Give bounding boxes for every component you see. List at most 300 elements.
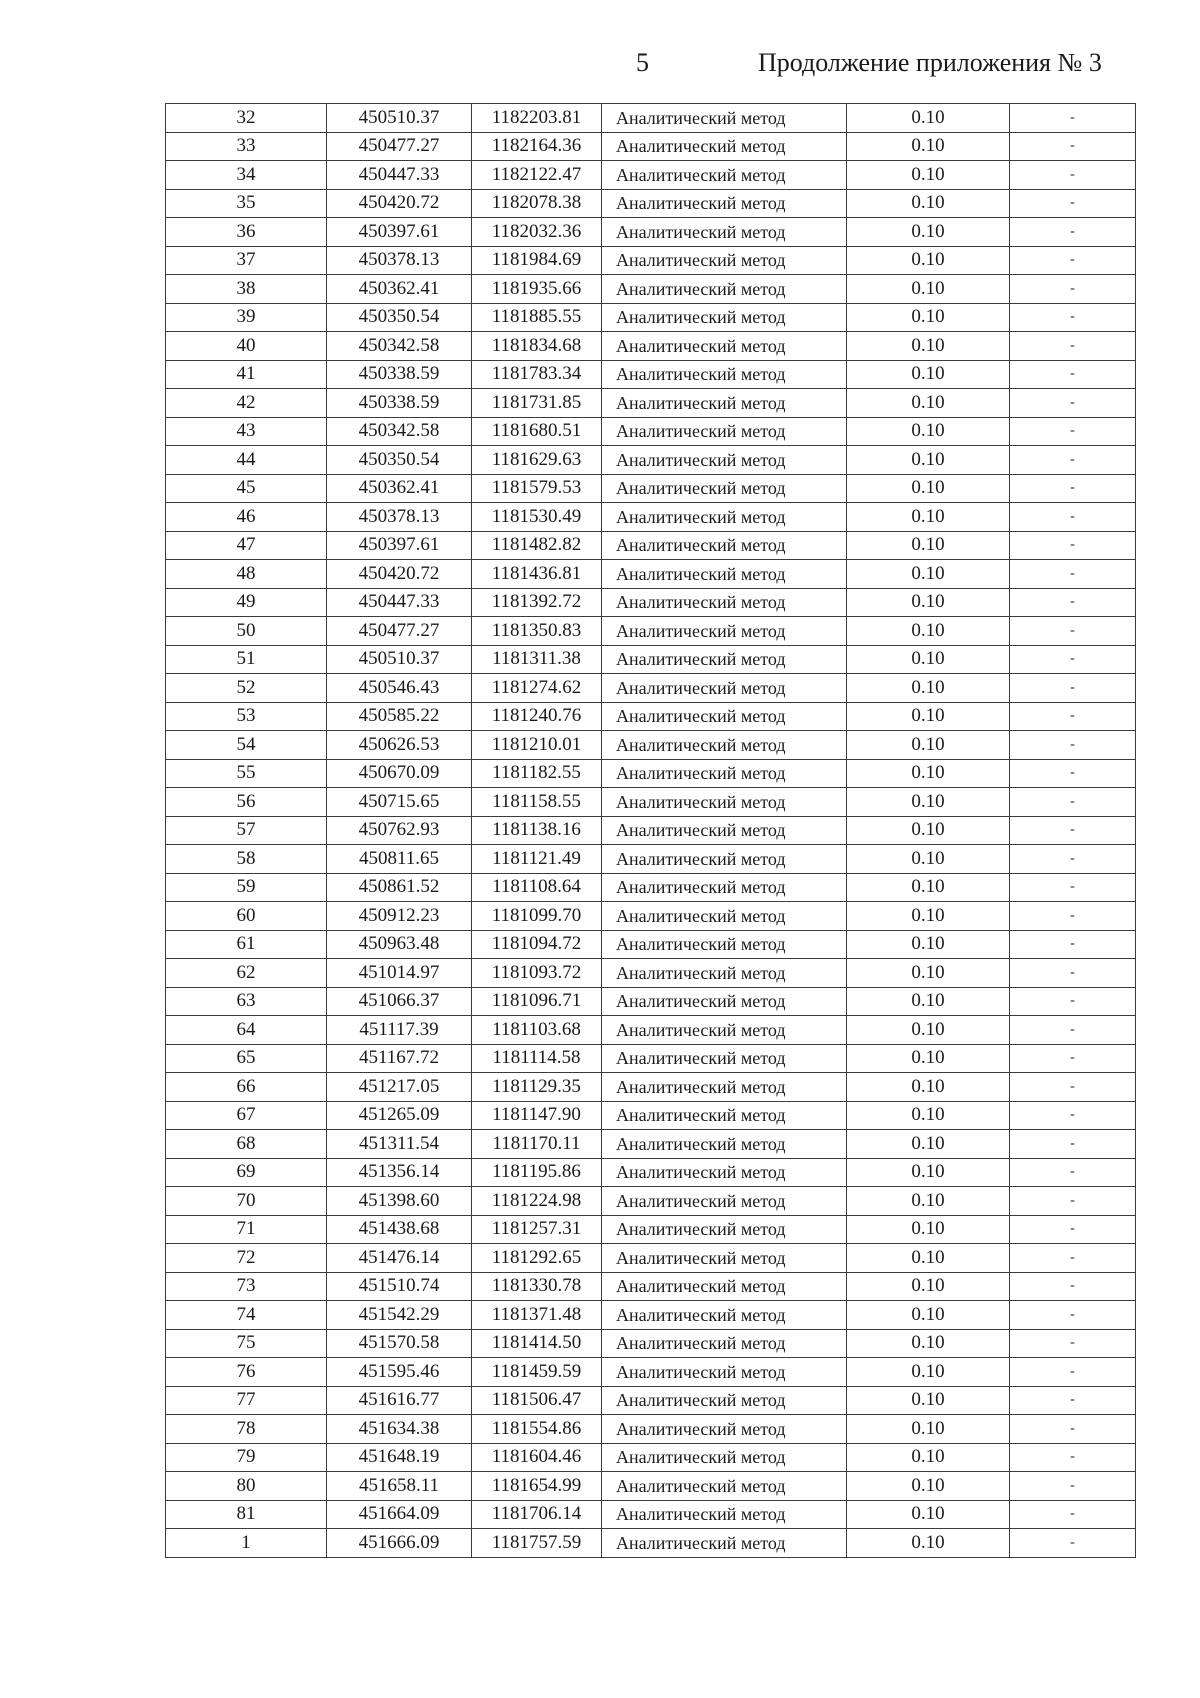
method-cell: Аналитический метод [602,930,847,959]
x-coordinate-cell: 451398.60 [327,1187,472,1216]
method-cell: Аналитический метод [602,389,847,418]
point-number-cell: 55 [166,759,327,788]
method-cell: Аналитический метод [602,503,847,532]
y-coordinate-cell: 1181182.55 [472,759,602,788]
table-row [166,1301,1136,1330]
x-coordinate-cell: 451438.68 [327,1215,472,1244]
x-coordinate-cell: 451066.37 [327,987,472,1016]
point-number-cell: 60 [166,902,327,931]
point-number-cell: 77 [166,1386,327,1415]
x-coordinate-cell: 450762.93 [327,816,472,845]
method-cell: Аналитический метод [602,1016,847,1045]
table-row [166,474,1136,503]
table-row [166,617,1136,646]
note-cell: - [1010,1187,1136,1216]
point-number-cell: 63 [166,987,327,1016]
accuracy-cell: 0.10 [847,560,1010,589]
point-number-cell: 34 [166,161,327,190]
x-coordinate-cell: 450338.59 [327,389,472,418]
y-coordinate-cell: 1181138.16 [472,816,602,845]
x-coordinate-cell: 450362.41 [327,275,472,304]
method-cell: Аналитический метод [602,1187,847,1216]
accuracy-cell: 0.10 [847,845,1010,874]
point-number-cell: 1 [166,1529,327,1558]
y-coordinate-cell: 1181834.68 [472,332,602,361]
method-cell: Аналитический метод [602,474,847,503]
x-coordinate-cell: 450546.43 [327,674,472,703]
method-cell: Аналитический метод [602,873,847,902]
table-row [166,987,1136,1016]
table-row [166,1358,1136,1387]
accuracy-cell: 0.10 [847,816,1010,845]
accuracy-cell: 0.10 [847,1329,1010,1358]
table-row [166,189,1136,218]
y-coordinate-cell: 1181292.65 [472,1244,602,1273]
method-cell: Аналитический метод [602,959,847,988]
accuracy-cell: 0.10 [847,1386,1010,1415]
accuracy-cell: 0.10 [847,1529,1010,1558]
note-cell: - [1010,1329,1136,1358]
table-row [166,104,1136,133]
point-number-cell: 80 [166,1472,327,1501]
note-cell: - [1010,303,1136,332]
note-cell: - [1010,645,1136,674]
y-coordinate-cell: 1181371.48 [472,1301,602,1330]
y-coordinate-cell: 1181350.83 [472,617,602,646]
y-coordinate-cell: 1181935.66 [472,275,602,304]
method-cell: Аналитический метод [602,1529,847,1558]
x-coordinate-cell: 451664.09 [327,1500,472,1529]
y-coordinate-cell: 1181654.99 [472,1472,602,1501]
x-coordinate-cell: 451595.46 [327,1358,472,1387]
method-cell: Аналитический метод [602,560,847,589]
x-coordinate-cell: 450963.48 [327,930,472,959]
note-cell: - [1010,1272,1136,1301]
accuracy-cell: 0.10 [847,759,1010,788]
x-coordinate-cell: 450420.72 [327,560,472,589]
y-coordinate-cell: 1181579.53 [472,474,602,503]
x-coordinate-cell: 450912.23 [327,902,472,931]
point-number-cell: 56 [166,788,327,817]
page-caption: Продолжение приложения № 3 [758,48,1102,77]
accuracy-cell: 0.10 [847,132,1010,161]
y-coordinate-cell: 1181530.49 [472,503,602,532]
method-cell: Аналитический метод [602,132,847,161]
x-coordinate-cell: 451476.14 [327,1244,472,1273]
point-number-cell: 73 [166,1272,327,1301]
note-cell: - [1010,360,1136,389]
x-coordinate-cell: 450397.61 [327,218,472,247]
accuracy-cell: 0.10 [847,1101,1010,1130]
x-coordinate-cell: 451265.09 [327,1101,472,1130]
note-cell: - [1010,617,1136,646]
accuracy-cell: 0.10 [847,474,1010,503]
x-coordinate-cell: 450362.41 [327,474,472,503]
y-coordinate-cell: 1181158.55 [472,788,602,817]
method-cell: Аналитический метод [602,1272,847,1301]
table-row [166,218,1136,247]
point-number-cell: 32 [166,104,327,133]
table-row [166,246,1136,275]
method-cell: Аналитический метод [602,645,847,674]
table-row [166,1529,1136,1558]
y-coordinate-cell: 1181093.72 [472,959,602,988]
point-number-cell: 53 [166,702,327,731]
y-coordinate-cell: 1181121.49 [472,845,602,874]
point-number-cell: 42 [166,389,327,418]
method-cell: Аналитический метод [602,674,847,703]
method-cell: Аналитический метод [602,104,847,133]
point-number-cell: 48 [166,560,327,589]
table-row [166,645,1136,674]
x-coordinate-cell: 451542.29 [327,1301,472,1330]
y-coordinate-cell: 1181885.55 [472,303,602,332]
method-cell: Аналитический метод [602,1244,847,1273]
y-coordinate-cell: 1181706.14 [472,1500,602,1529]
y-coordinate-cell: 1181129.35 [472,1073,602,1102]
table-row [166,1244,1136,1273]
point-number-cell: 38 [166,275,327,304]
y-coordinate-cell: 1181783.34 [472,360,602,389]
x-coordinate-cell: 450342.58 [327,417,472,446]
point-number-cell: 40 [166,332,327,361]
note-cell: - [1010,104,1136,133]
point-number-cell: 52 [166,674,327,703]
method-cell: Аналитический метод [602,303,847,332]
table-row [166,902,1136,931]
accuracy-cell: 0.10 [847,189,1010,218]
point-number-cell: 68 [166,1130,327,1159]
accuracy-cell: 0.10 [847,1443,1010,1472]
note-cell: - [1010,1130,1136,1159]
accuracy-cell: 0.10 [847,1272,1010,1301]
table-row [166,788,1136,817]
note-cell: - [1010,275,1136,304]
method-cell: Аналитический метод [602,702,847,731]
point-number-cell: 49 [166,588,327,617]
x-coordinate-cell: 450378.13 [327,503,472,532]
point-number-cell: 33 [166,132,327,161]
accuracy-cell: 0.10 [847,104,1010,133]
method-cell: Аналитический метод [602,731,847,760]
table-row [166,1500,1136,1529]
x-coordinate-cell: 451117.39 [327,1016,472,1045]
method-cell: Аналитический метод [602,1500,847,1529]
y-coordinate-cell: 1181392.72 [472,588,602,617]
y-coordinate-cell: 1181103.68 [472,1016,602,1045]
table-row [166,1215,1136,1244]
method-cell: Аналитический метод [602,360,847,389]
table-row [166,930,1136,959]
x-coordinate-cell: 450397.61 [327,531,472,560]
accuracy-cell: 0.10 [847,617,1010,646]
note-cell: - [1010,1529,1136,1558]
x-coordinate-cell: 451510.74 [327,1272,472,1301]
point-number-cell: 45 [166,474,327,503]
note-cell: - [1010,1016,1136,1045]
accuracy-cell: 0.10 [847,1187,1010,1216]
y-coordinate-cell: 1181170.11 [472,1130,602,1159]
note-cell: - [1010,218,1136,247]
y-coordinate-cell: 1181240.76 [472,702,602,731]
method-cell: Аналитический метод [602,417,847,446]
y-coordinate-cell: 1182032.36 [472,218,602,247]
accuracy-cell: 0.10 [847,1358,1010,1387]
y-coordinate-cell: 1181680.51 [472,417,602,446]
note-cell: - [1010,902,1136,931]
y-coordinate-cell: 1181257.31 [472,1215,602,1244]
table-row [166,332,1136,361]
y-coordinate-cell: 1181731.85 [472,389,602,418]
method-cell: Аналитический метод [602,1158,847,1187]
point-number-cell: 61 [166,930,327,959]
point-number-cell: 37 [166,246,327,275]
accuracy-cell: 0.10 [847,873,1010,902]
point-number-cell: 79 [166,1443,327,1472]
y-coordinate-cell: 1181099.70 [472,902,602,931]
x-coordinate-cell: 451658.11 [327,1472,472,1501]
note-cell: - [1010,446,1136,475]
table-row [166,1386,1136,1415]
note-cell: - [1010,1358,1136,1387]
note-cell: - [1010,759,1136,788]
table-row [166,1272,1136,1301]
x-coordinate-cell: 451616.77 [327,1386,472,1415]
x-coordinate-cell: 450342.58 [327,332,472,361]
x-coordinate-cell: 451311.54 [327,1130,472,1159]
y-coordinate-cell: 1181210.01 [472,731,602,760]
x-coordinate-cell: 450338.59 [327,360,472,389]
accuracy-cell: 0.10 [847,218,1010,247]
method-cell: Аналитический метод [602,1472,847,1501]
point-number-cell: 66 [166,1073,327,1102]
y-coordinate-cell: 1181414.50 [472,1329,602,1358]
y-coordinate-cell: 1181274.62 [472,674,602,703]
table-row [166,1044,1136,1073]
table-row [166,275,1136,304]
x-coordinate-cell: 450447.33 [327,588,472,617]
accuracy-cell: 0.10 [847,246,1010,275]
method-cell: Аналитический метод [602,788,847,817]
method-cell: Аналитический метод [602,218,847,247]
method-cell: Аналитический метод [602,759,847,788]
point-number-cell: 78 [166,1415,327,1444]
x-coordinate-cell: 451666.09 [327,1529,472,1558]
coordinates-table [165,103,1136,1558]
accuracy-cell: 0.10 [847,959,1010,988]
note-cell: - [1010,816,1136,845]
note-cell: - [1010,588,1136,617]
point-number-cell: 62 [166,959,327,988]
accuracy-cell: 0.10 [847,588,1010,617]
method-cell: Аналитический метод [602,275,847,304]
note-cell: - [1010,474,1136,503]
point-number-cell: 67 [166,1101,327,1130]
accuracy-cell: 0.10 [847,446,1010,475]
method-cell: Аналитический метод [602,1386,847,1415]
accuracy-cell: 0.10 [847,674,1010,703]
note-cell: - [1010,1386,1136,1415]
accuracy-cell: 0.10 [847,930,1010,959]
note-cell: - [1010,1443,1136,1472]
table-row [166,1329,1136,1358]
point-number-cell: 43 [166,417,327,446]
method-cell: Аналитический метод [602,1443,847,1472]
note-cell: - [1010,189,1136,218]
table-row [166,560,1136,589]
point-number-cell: 51 [166,645,327,674]
table-row [166,674,1136,703]
point-number-cell: 36 [166,218,327,247]
accuracy-cell: 0.10 [847,161,1010,190]
accuracy-cell: 0.10 [847,1044,1010,1073]
method-cell: Аналитический метод [602,1329,847,1358]
note-cell: - [1010,987,1136,1016]
method-cell: Аналитический метод [602,816,847,845]
method-cell: Аналитический метод [602,1358,847,1387]
accuracy-cell: 0.10 [847,1500,1010,1529]
y-coordinate-cell: 1181436.81 [472,560,602,589]
y-coordinate-cell: 1182203.81 [472,104,602,133]
table-row [166,702,1136,731]
note-cell: - [1010,674,1136,703]
table-row [166,816,1136,845]
accuracy-cell: 0.10 [847,731,1010,760]
accuracy-cell: 0.10 [847,417,1010,446]
page-number: 5 [636,48,649,77]
method-cell: Аналитический метод [602,332,847,361]
x-coordinate-cell: 450350.54 [327,446,472,475]
y-coordinate-cell: 1181604.46 [472,1443,602,1472]
y-coordinate-cell: 1181757.59 [472,1529,602,1558]
point-number-cell: 70 [166,1187,327,1216]
x-coordinate-cell: 450447.33 [327,161,472,190]
y-coordinate-cell: 1181459.59 [472,1358,602,1387]
x-coordinate-cell: 450477.27 [327,132,472,161]
method-cell: Аналитический метод [602,1130,847,1159]
table-row [166,1101,1136,1130]
point-number-cell: 59 [166,873,327,902]
x-coordinate-cell: 450715.65 [327,788,472,817]
table-row [166,132,1136,161]
y-coordinate-cell: 1181482.82 [472,531,602,560]
note-cell: - [1010,930,1136,959]
y-coordinate-cell: 1181224.98 [472,1187,602,1216]
x-coordinate-cell: 451634.38 [327,1415,472,1444]
accuracy-cell: 0.10 [847,788,1010,817]
method-cell: Аналитический метод [602,987,847,1016]
table-row [166,873,1136,902]
table-row [166,531,1136,560]
accuracy-cell: 0.10 [847,1301,1010,1330]
point-number-cell: 75 [166,1329,327,1358]
table-row [166,1472,1136,1501]
y-coordinate-cell: 1182164.36 [472,132,602,161]
note-cell: - [1010,1500,1136,1529]
y-coordinate-cell: 1181629.63 [472,446,602,475]
table-row [166,959,1136,988]
method-cell: Аналитический метод [602,1301,847,1330]
y-coordinate-cell: 1182078.38 [472,189,602,218]
accuracy-cell: 0.10 [847,503,1010,532]
note-cell: - [1010,1101,1136,1130]
coordinates-table-body [166,104,1136,1558]
accuracy-cell: 0.10 [847,389,1010,418]
note-cell: - [1010,1415,1136,1444]
accuracy-cell: 0.10 [847,360,1010,389]
note-cell: - [1010,332,1136,361]
note-cell: - [1010,1244,1136,1273]
accuracy-cell: 0.10 [847,702,1010,731]
note-cell: - [1010,1215,1136,1244]
accuracy-cell: 0.10 [847,531,1010,560]
note-cell: - [1010,731,1136,760]
x-coordinate-cell: 450811.65 [327,845,472,874]
method-cell: Аналитический метод [602,902,847,931]
point-number-cell: 58 [166,845,327,874]
y-coordinate-cell: 1181094.72 [472,930,602,959]
method-cell: Аналитический метод [602,246,847,275]
method-cell: Аналитический метод [602,1044,847,1073]
x-coordinate-cell: 451648.19 [327,1443,472,1472]
table-row [166,731,1136,760]
note-cell: - [1010,560,1136,589]
method-cell: Аналитический метод [602,1415,847,1444]
method-cell: Аналитический метод [602,845,847,874]
x-coordinate-cell: 450477.27 [327,617,472,646]
note-cell: - [1010,959,1136,988]
x-coordinate-cell: 450585.22 [327,702,472,731]
point-number-cell: 44 [166,446,327,475]
point-number-cell: 47 [166,531,327,560]
point-number-cell: 81 [166,1500,327,1529]
accuracy-cell: 0.10 [847,1244,1010,1273]
table-row [166,303,1136,332]
y-coordinate-cell: 1181984.69 [472,246,602,275]
note-cell: - [1010,788,1136,817]
table-row [166,1187,1136,1216]
x-coordinate-cell: 451217.05 [327,1073,472,1102]
x-coordinate-cell: 451356.14 [327,1158,472,1187]
accuracy-cell: 0.10 [847,332,1010,361]
x-coordinate-cell: 450378.13 [327,246,472,275]
accuracy-cell: 0.10 [847,645,1010,674]
y-coordinate-cell: 1181506.47 [472,1386,602,1415]
note-cell: - [1010,1158,1136,1187]
table-row [166,1073,1136,1102]
note-cell: - [1010,702,1136,731]
y-coordinate-cell: 1181147.90 [472,1101,602,1130]
note-cell: - [1010,873,1136,902]
note-cell: - [1010,845,1136,874]
x-coordinate-cell: 451167.72 [327,1044,472,1073]
accuracy-cell: 0.10 [847,987,1010,1016]
table-row [166,389,1136,418]
method-cell: Аналитический метод [602,1215,847,1244]
point-number-cell: 54 [166,731,327,760]
y-coordinate-cell: 1181311.38 [472,645,602,674]
point-number-cell: 72 [166,1244,327,1273]
x-coordinate-cell: 451570.58 [327,1329,472,1358]
accuracy-cell: 0.10 [847,303,1010,332]
table-row [166,1158,1136,1187]
note-cell: - [1010,417,1136,446]
point-number-cell: 41 [166,360,327,389]
note-cell: - [1010,503,1136,532]
table-row [166,588,1136,617]
accuracy-cell: 0.10 [847,1158,1010,1187]
method-cell: Аналитический метод [602,446,847,475]
